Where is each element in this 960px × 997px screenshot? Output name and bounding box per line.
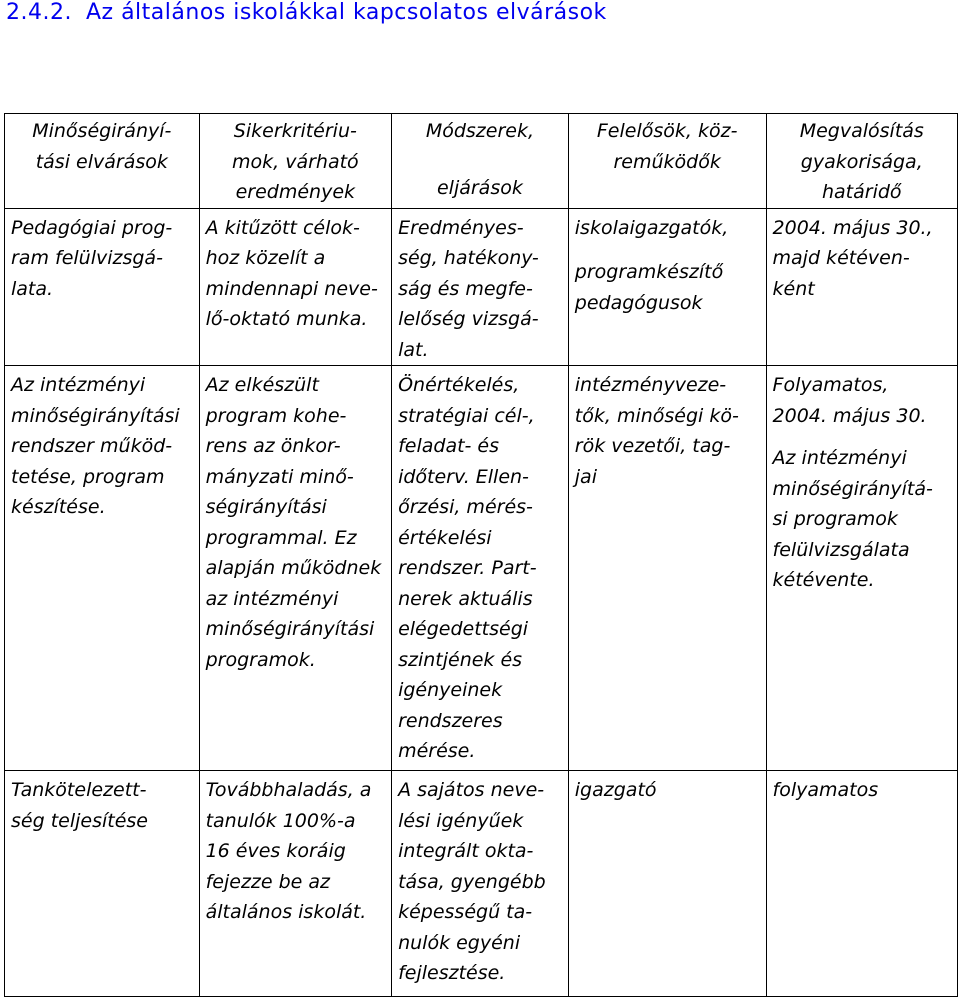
header-methods: Módszerek, eljárások [392, 114, 569, 209]
cell-success-criteria: A kitűzött célok- hoz közelít a mindennapi neve- lő-oktató munka. [199, 208, 391, 366]
cell-requirement: Pedagógiai prog- ram felülvizsgá- lata. [5, 208, 200, 366]
section-title: Az általános iskolákkal kapcsolatos elvárások [85, 0, 607, 25]
requirements-table [4, 113, 958, 997]
cell-deadline: Folyamatos, 2004. május 30. Az intézményi minőségirányítá- si programok felülvizsgálata kétévente. [766, 366, 957, 771]
header-frequency-deadline: Megvalósítás gyakorisága, határidő [766, 114, 957, 209]
table-row [5, 208, 958, 366]
cell-responsibles: intézményveze- tők, minőségi kö- rök vezetői, tag- jai [568, 366, 766, 771]
header-success-criteria: Sikerkritériu- mok, várható eredmények [199, 114, 391, 209]
cell-responsibles: iskolaigazgatók, programkészítő pedagógusok [568, 208, 766, 366]
header-quality-requirements: Minőségirányí- tási elvárások [5, 114, 200, 209]
cell-methods: Önértékelés, stratégiai cél-, feladat- és időterv. Ellen- őrzési, mérés- értékelési rendszer. Part- nerek aktuális elégedettségi szintjének és igényeinek rendszeres mérése. [392, 366, 569, 771]
table-row [5, 366, 958, 771]
cell-requirement: Az intézményi minőségirányítási rendszer működ- tetése, program készítése. [5, 366, 200, 771]
header-responsibles: Felelősök, köz- reműködők [568, 114, 766, 209]
section-number: 2.4.2. [6, 0, 72, 25]
table-header-row [5, 114, 958, 209]
cell-deadline: 2004. május 30., majd kétéven- ként [766, 208, 957, 366]
cell-responsibles: igazgató [568, 771, 766, 997]
table-row [5, 771, 958, 997]
cell-methods: Eredményes- ség, hatékony- ság és megfe- lelőség vizsgá- lat. [392, 208, 569, 366]
cell-methods: A sajátos neve- lési igényűek integrált okta- tása, gyengébb képességű ta- nulók egyéni fejlesztése. [392, 771, 569, 997]
cell-success-criteria: Továbbhaladás, a tanulók 100%-a 16 éves koráig fejezze be az általános iskolát. [199, 771, 391, 997]
cell-requirement: Tankötelezett- ség teljesítése [5, 771, 200, 997]
cell-success-criteria: Az elkészült program kohe- rens az önkor- mányzati minő- ségirányítási programmal. Ez alapján működnek az intézményi minőségirányítási programok. [199, 366, 391, 771]
cell-deadline: folyamatos [766, 771, 957, 997]
section-heading [6, 0, 607, 25]
